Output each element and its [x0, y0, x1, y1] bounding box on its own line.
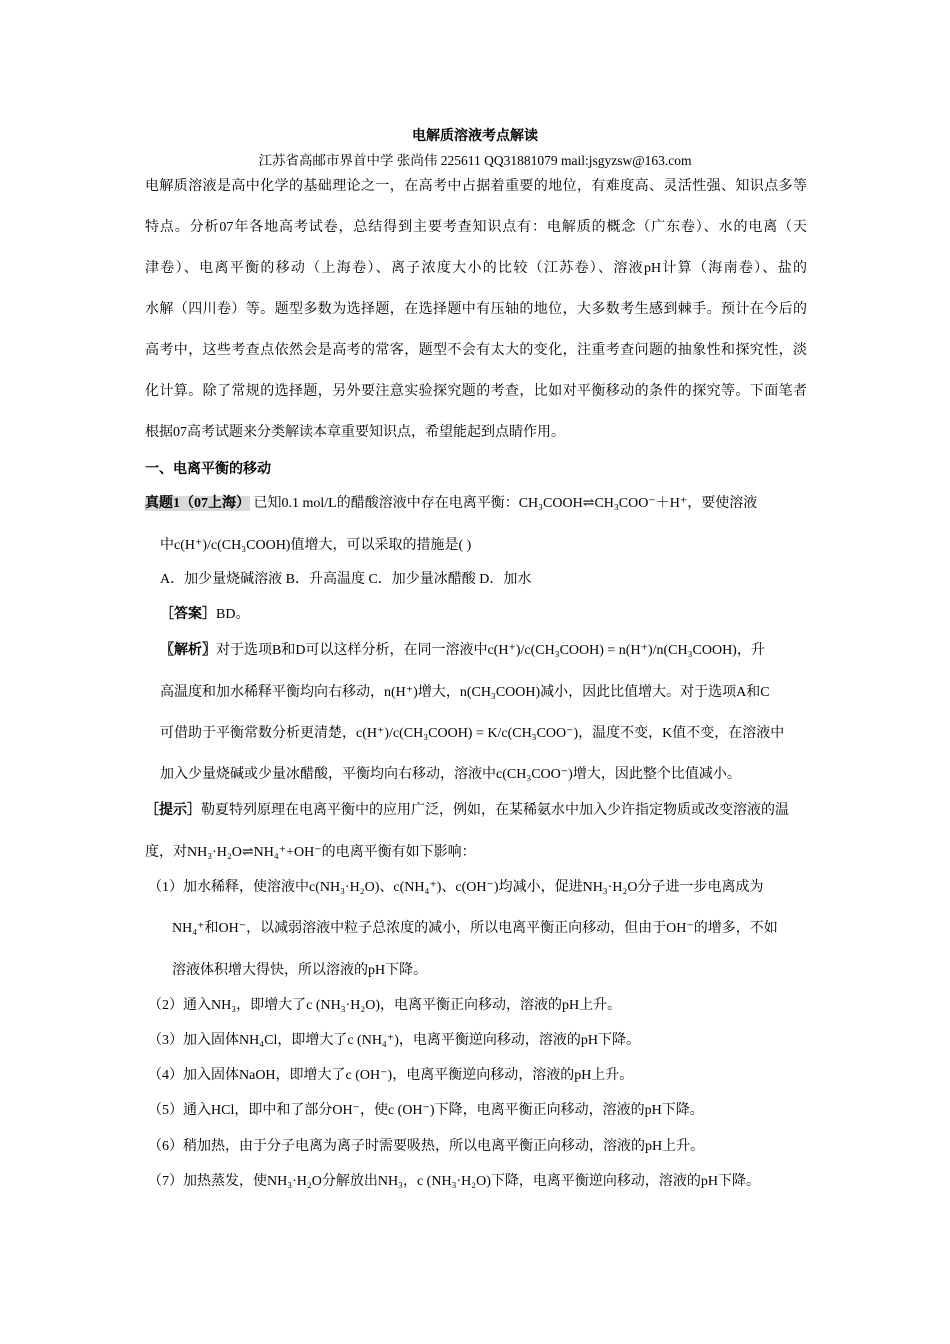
doc-author: 江苏省高邮市界首中学 张尚伟 225611 QQ31881079 mail:jsgyzsw@163.com — [258, 153, 692, 168]
question-text-cont: 中c(H⁺)/c(CH₃COOH)值增大，可以采取的措施是( ) — [160, 538, 472, 553]
answer-line — [160, 606, 807, 624]
analysis-text: 对于选项B和D可以这样分析，在同一溶液中c(H⁺)/c(CH₃COOH) = n(H⁺)/n(CH₃COOH)，升 — [216, 643, 765, 658]
intro-line: 化计算。除了常规的选择题，另外要注意实验探究题的考查，比如对平衡移动的条件的探究等。下面笔者 — [145, 384, 807, 399]
question-options: A．加少量烧碱溶液 B．升高温度 C．加少量冰醋酸 D．加水 — [160, 572, 532, 587]
answer-value: BD。 — [216, 607, 250, 622]
analysis-line: 可借助于平衡常数分析更清楚，c(H⁺)/c(CH₃COOH) = K/c(CH₃COO⁻)，温度不变，K值不变，在溶液中 — [160, 726, 785, 741]
tip-text: 勒夏特列原理在电离平衡中的应用广泛，例如，在某稀氨水中加入少许指定物质或改变溶液的温 — [201, 803, 789, 818]
analysis-line: 高温度和加水稀释平衡均向右移动，n(H⁺)增大，n(CH₃COOH)减小，因此比值增大。对于选项A和C — [160, 685, 770, 700]
item-1-line: 溶液体积增大得快，所以溶液的pH下降。 — [172, 963, 428, 978]
list-item: （4）加入固体NaOH，即增大了c (OH⁻)，电离平衡逆向移动，溶液的pH上升。 — [148, 1068, 634, 1083]
intro-line: 津卷）、电离平衡的移动（上海卷）、离子浓度大小的比较（江苏卷）、溶液pH计算（海南卷）、盐的 — [145, 261, 807, 276]
intro-line: 高考中，这些考查点依然会是高考的常客，题型不会有太大的变化，注重考查问题的抽象性和探究性，淡 — [145, 343, 807, 358]
question-1 — [145, 495, 807, 513]
intro-line: 电解质溶液是高中化学的基础理论之一，在高考中占据着重要的地位，有难度高、灵活性强、知识点多等 — [145, 179, 807, 194]
intro-line: 特点。分析07年各地高考试卷，总结得到主要考查知识点有：电解质的概念（广东卷）、水的电离（天 — [145, 220, 807, 235]
list-item: （6）稍加热，由于分子电离为离子时需要吸热，所以电离平衡正向移动，溶液的pH上升。 — [148, 1139, 705, 1154]
section-heading: 一、电离平衡的移动 — [145, 462, 271, 477]
analysis-label: 〖解析〗 — [160, 643, 216, 658]
question-label: 真题1（07上海） — [145, 496, 250, 511]
item-1-line: NH₄⁺和OH⁻，以减弱溶液中粒子总浓度的减小，所以电离平衡正向移动，但由于OH⁻的增多，不如 — [172, 921, 778, 936]
question-text: 已知0.1 mol/L的醋酸溶液中存在电离平衡：CH₃COOH⇌CH₃COO⁻＋H⁺，要使溶液 — [253, 496, 758, 511]
tip-label: ［提示］ — [145, 803, 201, 818]
analysis-line — [160, 642, 807, 660]
item-1-line: （1）加水稀释，使溶液中c(NH₃·H₂O)、c(NH₄⁺)、c(OH⁻)均减小，促进NH₃·H₂O分子进一步电离成为 — [148, 880, 764, 895]
list-item: （5）通入HCl，即中和了部分OH⁻，使c (OH⁻)下降，电离平衡正向移动，溶液的pH下降。 — [148, 1103, 704, 1118]
tip-line — [145, 802, 807, 820]
list-item: （7）加热蒸发，使NH₃·H₂O分解放出NH₃，c (NH₃·H₂O)下降，电离平衡逆向移动，溶液的pH下降。 — [148, 1174, 760, 1189]
intro-line: 水解（四川卷）等。题型多数为选择题，在选择题中有压轴的地位，大多数考生感到棘手。预计在今后的 — [145, 302, 807, 317]
list-item: （2）通入NH₃，即增大了c (NH₃·H₂O)，电离平衡正向移动，溶液的pH上升。 — [148, 998, 622, 1013]
answer-label: ［答案］ — [160, 607, 216, 622]
analysis-line: 加入少量烧碱或少量冰醋酸，平衡均向右移动，溶液中c(CH₃COO⁻)增大，因此整个比值减小。 — [160, 767, 741, 782]
intro-line: 根据07高考试题来分类解读本章重要知识点，希望能起到点睛作用。 — [145, 425, 565, 440]
doc-title: 电解质溶液考点解读 — [412, 129, 538, 144]
list-item: （3）加入固体NH₄Cl，即增大了c (NH₄⁺)，电离平衡逆向移动，溶液的pH下降。 — [148, 1033, 640, 1048]
tip-line: 度，对NH₃·H₂O⇌NH₄⁺+OH⁻的电离平衡有如下影响： — [145, 845, 476, 860]
